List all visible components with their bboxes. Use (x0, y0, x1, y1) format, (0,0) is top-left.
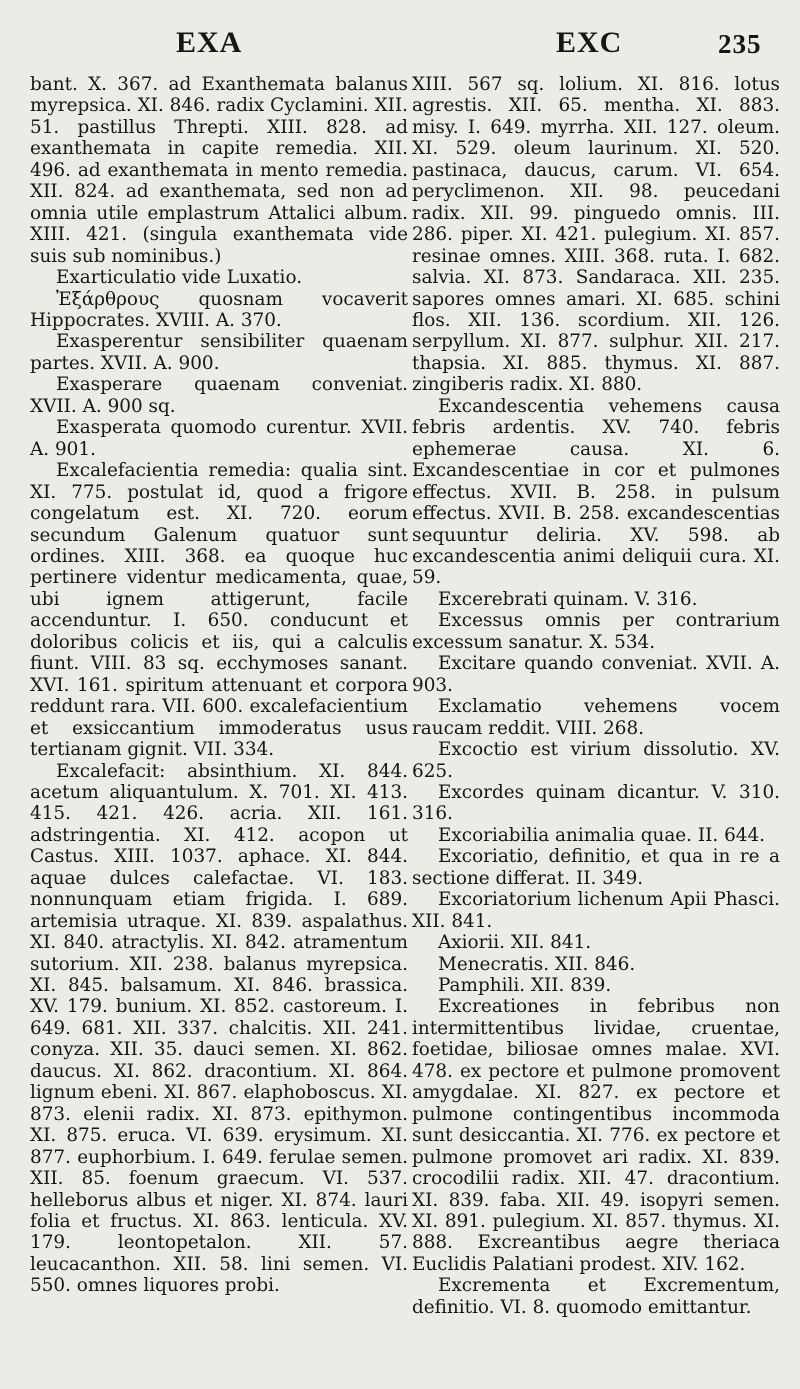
entry-excalefacit: Excalefacit: absinthium. XI. 844. acetum aliquantulum. X. 701. XI. 413. 415. 421. 426. acria. XII. 161. adstringentia. XI. 412. acopon ut Castus. XIII. 1037. aphace. XI. 844. aquae dulces calefactae. VI. 183. nonnunquam etiam frigida. I. 689. artemisia utraque. XI. 839. aspalathus. XI. 840. atractylis. XI. 842. atramentum sutorium. XII. 238. balanus myrepsica. XI. 845. balsamum. XI. 846. brassica. XV. 179. bunium. XI. 852. castoreum. I. 649. 681. XII. 337. chalcitis. XII. 241. conyza. XII. 35. dauci semen. XI. 862. daucus. XI. 862. dracontium. XI. 864. lignum ebeni. XI. 867. elaphoboscus. XI. 873. elenii radix. XI. 873. epithymon. XI. 875. eruca. VI. 639. erysimum. XI. 877. euphorbium. I. 649. ferulae semen. XII. 85. foenum graecum. VI. 537. helleborus albus et niger. XI. 874. lauri folia et fructus. XI. 863. lenticula. XV. 179. leontopetalon. XII. 57. leucacanthon. XII. 58. lini semen. VI. 550. omnes liquores probi. (30, 760, 408, 1297)
entry-exarticulatio: Exarticulatio vide Luxatio. (56, 267, 303, 289)
running-header (0, 26, 800, 60)
entry-excoriabilia: Excoriabilia animalia quae. II. 644. (438, 824, 766, 846)
entry-excessus: Excessus omnis per contrarium excessum sanatur. X. 534. (412, 610, 780, 653)
entry-continuation: bant. X. 367. ad Exanthemata balanus myrepsica. XI. 846. radix Cyclamini. XII. 51. pastillus Threpti. XIII. 828. ad exanthemata in capite remedia. XII. 496. ad exanthemata in mento remedia. XII. 824. ad exanthemata, sed non ad omnia utile emplastrum Attalici album. XIII. 421. (singula exanthemata vide suis sub nominibus.) (30, 74, 408, 267)
right-column (412, 74, 780, 1318)
entry-excoctio: Excoctio est virium dissolutio. XV. 625. (412, 739, 780, 782)
entry-excerebrati: Excerebrati quinam. V. 316. (438, 588, 698, 610)
subentry-pamphili: Pamphili. XII. 839. (438, 975, 612, 997)
entry-exasperare: Exasperare quaenam conveniat. XVII. A. 900 sq. (30, 374, 408, 417)
entry-excoriatorium: Excoriatorium lichenum Apii Phasci. XII. 841. (412, 889, 780, 932)
entry-excandescentia: Excandescentia vehemens causa febris ardentis. XV. 740. febris ephemerae causa. XI. 6. Excandescentiae in cor et pulmones effectus. XVII. B. 258. in pulsum effectus. XVII. B. 258. excandescentias sequuntur deliria. XV. 598. ab excandescentia animi deliquii cura. XI. 59. (412, 395, 780, 589)
left-column (30, 74, 408, 1297)
entry-excrementa: Excrementa et Excrementum, definitio. VI. 8. quomodo emittantur. (412, 1275, 780, 1318)
entry-exasperata: Exasperata quomodo curentur. XVII. A. 901. (30, 417, 408, 460)
subentry-menecratis: Menecratis. XII. 846. (438, 953, 636, 975)
entry-excitare: Excitare quando conveniat. XVII. A. 903. (412, 653, 780, 696)
entry-excoriatio: Excoriatio, definitio, et qua in re a sectione differat. II. 349. (412, 846, 780, 889)
entry-continuation: XIII. 567 sq. lolium. XI. 816. lotus agrestis. XII. 65. mentha. XI. 883. misy. I. 649. myrrha. XII. 127. oleum. XI. 529. oleum laurinum. XI. 520. pastinaca, daucus, carum. VI. 654. peryclimenon. XII. 98. peucedani radix. XII. 99. pinguedo omnis. III. 286. piper. XI. 421. pulegium. XI. 857. resinae omnes. XIII. 368. ruta. I. 682. salvia. XI. 873. Sandaraca. XII. 235. sapores omnes amari. XI. 685. schini flos. XII. 136. scordium. XII. 126. serpyllum. XI. 877. sulphur. XII. 217. thapsia. XI. 885. thymus. XI. 887. zingiberis radix. XI. 880. (412, 74, 780, 396)
entry-exasperentur: Exasperentur sensibiliter quaenam partes. XVII. A. 900. (30, 331, 408, 374)
header-left-guideword: EXA (176, 26, 243, 59)
entry-exclamatio: Exclamatio vehemens vocem raucam reddit. VIII. 268. (412, 696, 780, 739)
header-right-guideword: EXC (556, 26, 623, 59)
page-number: 235 (718, 29, 762, 59)
entry-exarthrous: Ἐξάρθρους quosnam vocaverit Hippocrates. XVIII. A. 370. (30, 288, 408, 331)
entry-excalefacientia: Excalefacientia remedia: qualia sint. XI. 775. postulat id, quod a frigore congelatum est. XI. 720. eorum secundum Galenum quatuor sunt ordines. XIII. 368. ea quoque huc pertinere videntur medicamenta, quae, ubi ignem attigerunt, facile accenduntur. I. 650. conducunt et doloribus colicis et iis, qui a calculis fiunt. VIII. 83 sq. ecchymoses sanant. XVI. 161. spiritum attenuant et corpora reddunt rara. VII. 600. excalefacientium et exsiccantium immoderatus usus tertianam gignit. VII. 334. (30, 460, 408, 761)
subentry-axiorii: Axiorii. XII. 841. (438, 932, 592, 954)
entry-excordes: Excordes quinam dicantur. V. 310. 316. (412, 781, 780, 825)
entry-excreationes: Excreationes in febribus non intermittentibus lividae, cruentae, foetidae, biliosae omnes malae. XVI. 478. ex pectore et pulmone promovent amygdalae. XI. 827. ex pectore et pulmone contingentibus incommoda sunt desiccantia. XI. 776. ex pectore et pulmone promovet ari radix. XI. 839. crocodilii radix. XII. 47. dracontium. XI. 839. faba. XII. 49. isopyri semen. XI. 891. pulegium. XI. 857. thymus. XI. 888. Excreantibus aegre theriaca Euclidis Palatiani prodest. XIV. 162. (412, 996, 780, 1275)
